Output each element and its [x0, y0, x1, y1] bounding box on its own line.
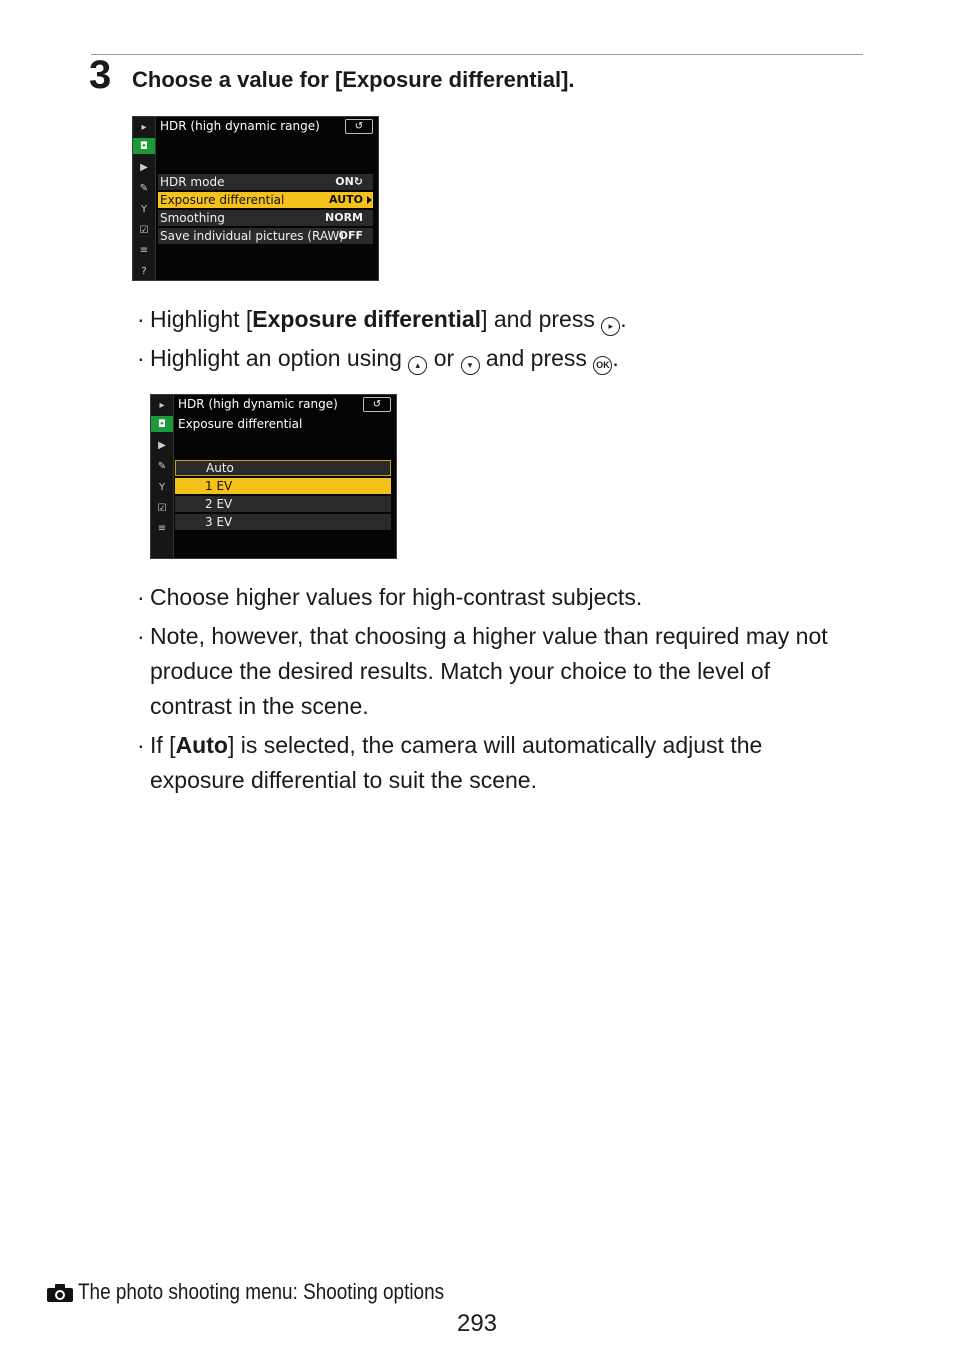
help-icon: ? [141, 265, 147, 277]
camera-screen-exposure-differential [150, 394, 397, 559]
footer-section-link[interactable]: The photo shooting menu: Shooting options [78, 1279, 445, 1304]
screen-title: HDR (high dynamic range) [178, 397, 338, 411]
back-icon: ↺ [345, 119, 373, 134]
menu-row-hdr-mode: HDR mode ON↻ [158, 174, 373, 190]
photo-shooting-menu-icon: ◘ [133, 138, 155, 154]
page-number: 293 [456, 1310, 498, 1337]
camera-screen-hdr-menu [132, 116, 379, 281]
menu-row-save-raw: Save individual pictures (RAW) OFF [158, 228, 373, 244]
option-auto: Auto [175, 460, 391, 476]
retouch-menu-icon: ☑ [157, 502, 167, 514]
option-3ev: 3 EV [175, 514, 391, 530]
multi-selector-down-icon: ▾ [461, 356, 480, 375]
multi-selector-right-icon: ▸ [601, 317, 620, 336]
menu-row-smoothing: Smoothing NORM [158, 210, 373, 226]
screen-title: HDR (high dynamic range) [160, 119, 320, 133]
menu-tab-rail [133, 117, 156, 280]
back-icon: ↺ [363, 397, 391, 412]
submenu-arrow-icon [367, 196, 372, 204]
playback-menu-icon: ▸ [159, 399, 165, 411]
multi-selector-up-icon: ▴ [408, 356, 427, 375]
step-title: Choose a value for [Exposure differential]. [132, 67, 575, 92]
ok-button-icon: OK [593, 356, 612, 375]
step-number: 3 [89, 53, 112, 97]
movie-menu-icon: ▶ [140, 161, 148, 173]
movie-menu-icon: ▶ [158, 439, 166, 451]
menu-tab-rail [151, 395, 174, 558]
setup-menu-icon: Y [158, 481, 166, 493]
menu-row-exposure-differential: Exposure differential AUTO [158, 192, 373, 208]
screen-subtitle: Exposure differential [178, 417, 303, 431]
setup-menu-icon: Y [140, 203, 148, 215]
custom-settings-icon: ✎ [139, 182, 149, 194]
option-1ev: 1 EV [175, 478, 391, 494]
my-menu-icon: ≡ [139, 244, 149, 256]
header-rule [91, 54, 863, 55]
camera-icon [46, 1283, 74, 1303]
custom-settings-icon: ✎ [157, 460, 167, 472]
my-menu-icon: ≡ [157, 522, 167, 534]
retouch-menu-icon: ☑ [139, 224, 149, 236]
playback-menu-icon: ▸ [141, 121, 147, 133]
photo-shooting-menu-icon: ◘ [151, 416, 173, 432]
option-2ev: 2 EV [175, 496, 391, 512]
